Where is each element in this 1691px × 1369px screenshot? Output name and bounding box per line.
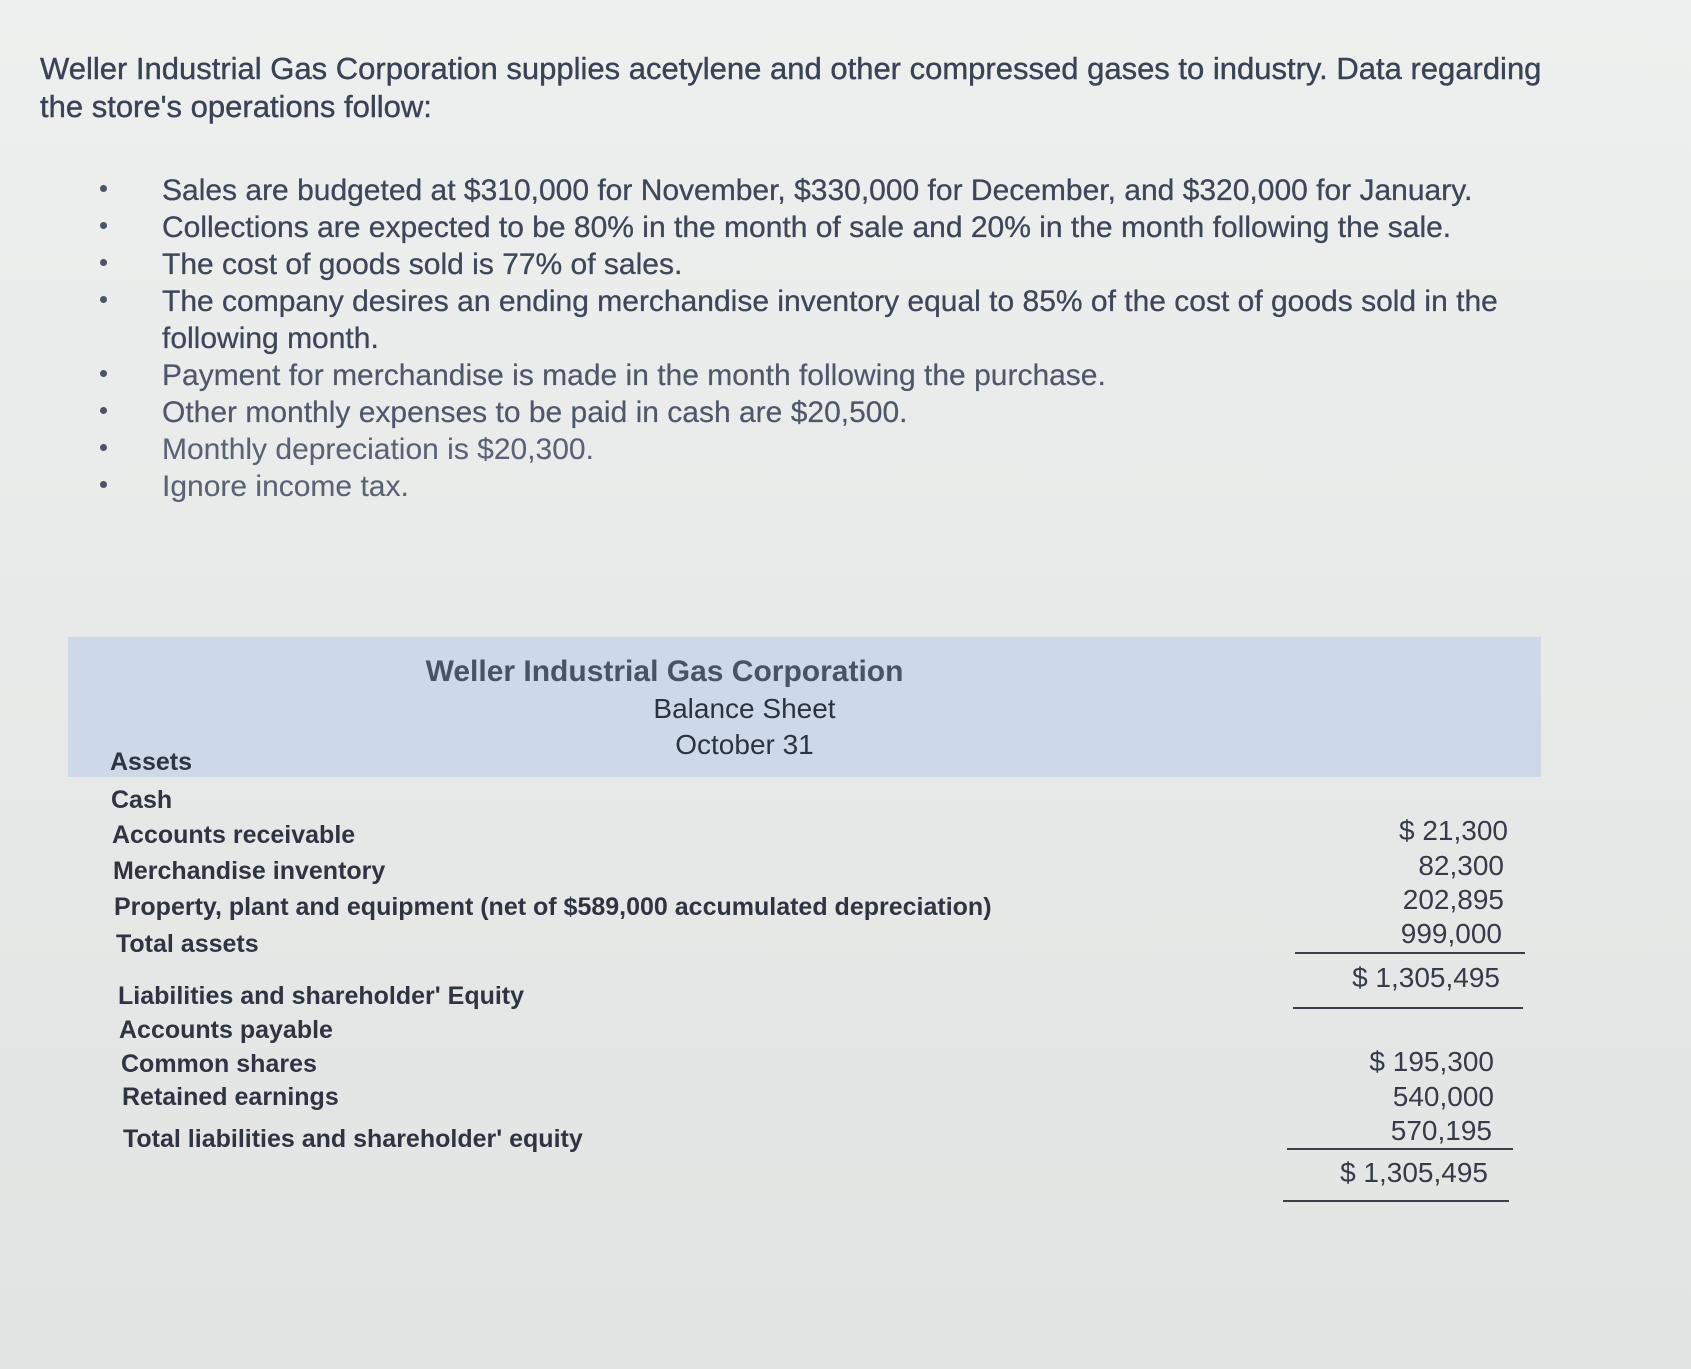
equity-label-common-shares: Common shares	[121, 1050, 317, 1078]
list-item: Monthly depreciation is $20,300.	[100, 431, 1560, 468]
company-name: Weller Industrial Gas Corporation	[425, 655, 904, 688]
asset-value-accounts-receivable: 82,300	[1418, 850, 1504, 881]
list-item: Sales are budgeted at $310,000 for November, $330,000 for December, and $320,000 for January.	[100, 172, 1560, 209]
asset-value-merchandise-inventory: 202,895	[1402, 884, 1504, 915]
total-rule	[1283, 1200, 1509, 1202]
list-item: The company desires an ending merchandise inventory equal to 85% of the cost of goods sold in the following month.	[100, 283, 1560, 357]
liabilities-heading: Liabilities and shareholder' Equity	[118, 982, 525, 1010]
list-item: Collections are expected to be 80% in the month of sale and 20% in the month following the sale.	[100, 209, 1560, 246]
equity-value-retained-earnings: 570,195	[1390, 1115, 1492, 1146]
liability-label-accounts-payable: Accounts payable	[119, 1016, 333, 1044]
total-assets-label: Total assets	[116, 930, 259, 958]
list-item: Payment for merchandise is made in the month following the purchase.	[100, 357, 1560, 394]
bullet-icon	[100, 185, 107, 192]
list-item: Ignore income tax.	[100, 468, 1560, 505]
liability-value-accounts-payable: $ 195,300	[1369, 1046, 1494, 1077]
subtotal-rule	[1287, 1148, 1513, 1150]
assumptions-list	[100, 172, 1560, 505]
asset-label-merchandise-inventory: Merchandise inventory	[113, 857, 386, 885]
statement-date: October 31	[675, 729, 814, 760]
bullet-icon	[100, 444, 107, 451]
asset-value-cash: $ 21,300	[1399, 815, 1508, 846]
bullet-icon	[100, 370, 107, 377]
list-item: The cost of goods sold is 77% of sales.	[100, 246, 1560, 283]
asset-label-ppe: Property, plant and equipment (net of $589,000 accumulated depreciation)	[114, 893, 992, 921]
subtotal-rule	[1295, 952, 1525, 954]
asset-value-ppe: 999,000	[1400, 918, 1502, 949]
bullet-icon	[100, 259, 107, 266]
total-assets-value: $ 1,305,495	[1352, 962, 1500, 993]
asset-label-accounts-receivable: Accounts receivable	[112, 821, 356, 849]
balance-sheet-header	[68, 637, 1541, 777]
bullet-icon	[100, 296, 107, 303]
equity-value-common-shares: 540,000	[1392, 1081, 1494, 1112]
problem-intro: Weller Industrial Gas Corporation supplies acetylene and other compressed gases to industry. Data regarding the store's operations follow:	[40, 51, 1542, 124]
total-liabilities-label: Total liabilities and shareholder' equity	[123, 1125, 583, 1153]
total-rule	[1293, 1007, 1523, 1009]
list-item: Other monthly expenses to be paid in cash are $20,500.	[100, 394, 1560, 431]
asset-label-cash: Cash	[111, 786, 173, 814]
total-liabilities-value: $ 1,305,495	[1340, 1157, 1488, 1188]
bullet-icon	[100, 481, 107, 488]
equity-label-retained-earnings: Retained earnings	[122, 1083, 339, 1111]
bullet-icon	[100, 222, 107, 229]
statement-title: Balance Sheet	[653, 693, 836, 724]
assets-heading: Assets	[110, 748, 192, 776]
bullet-icon	[100, 407, 107, 414]
